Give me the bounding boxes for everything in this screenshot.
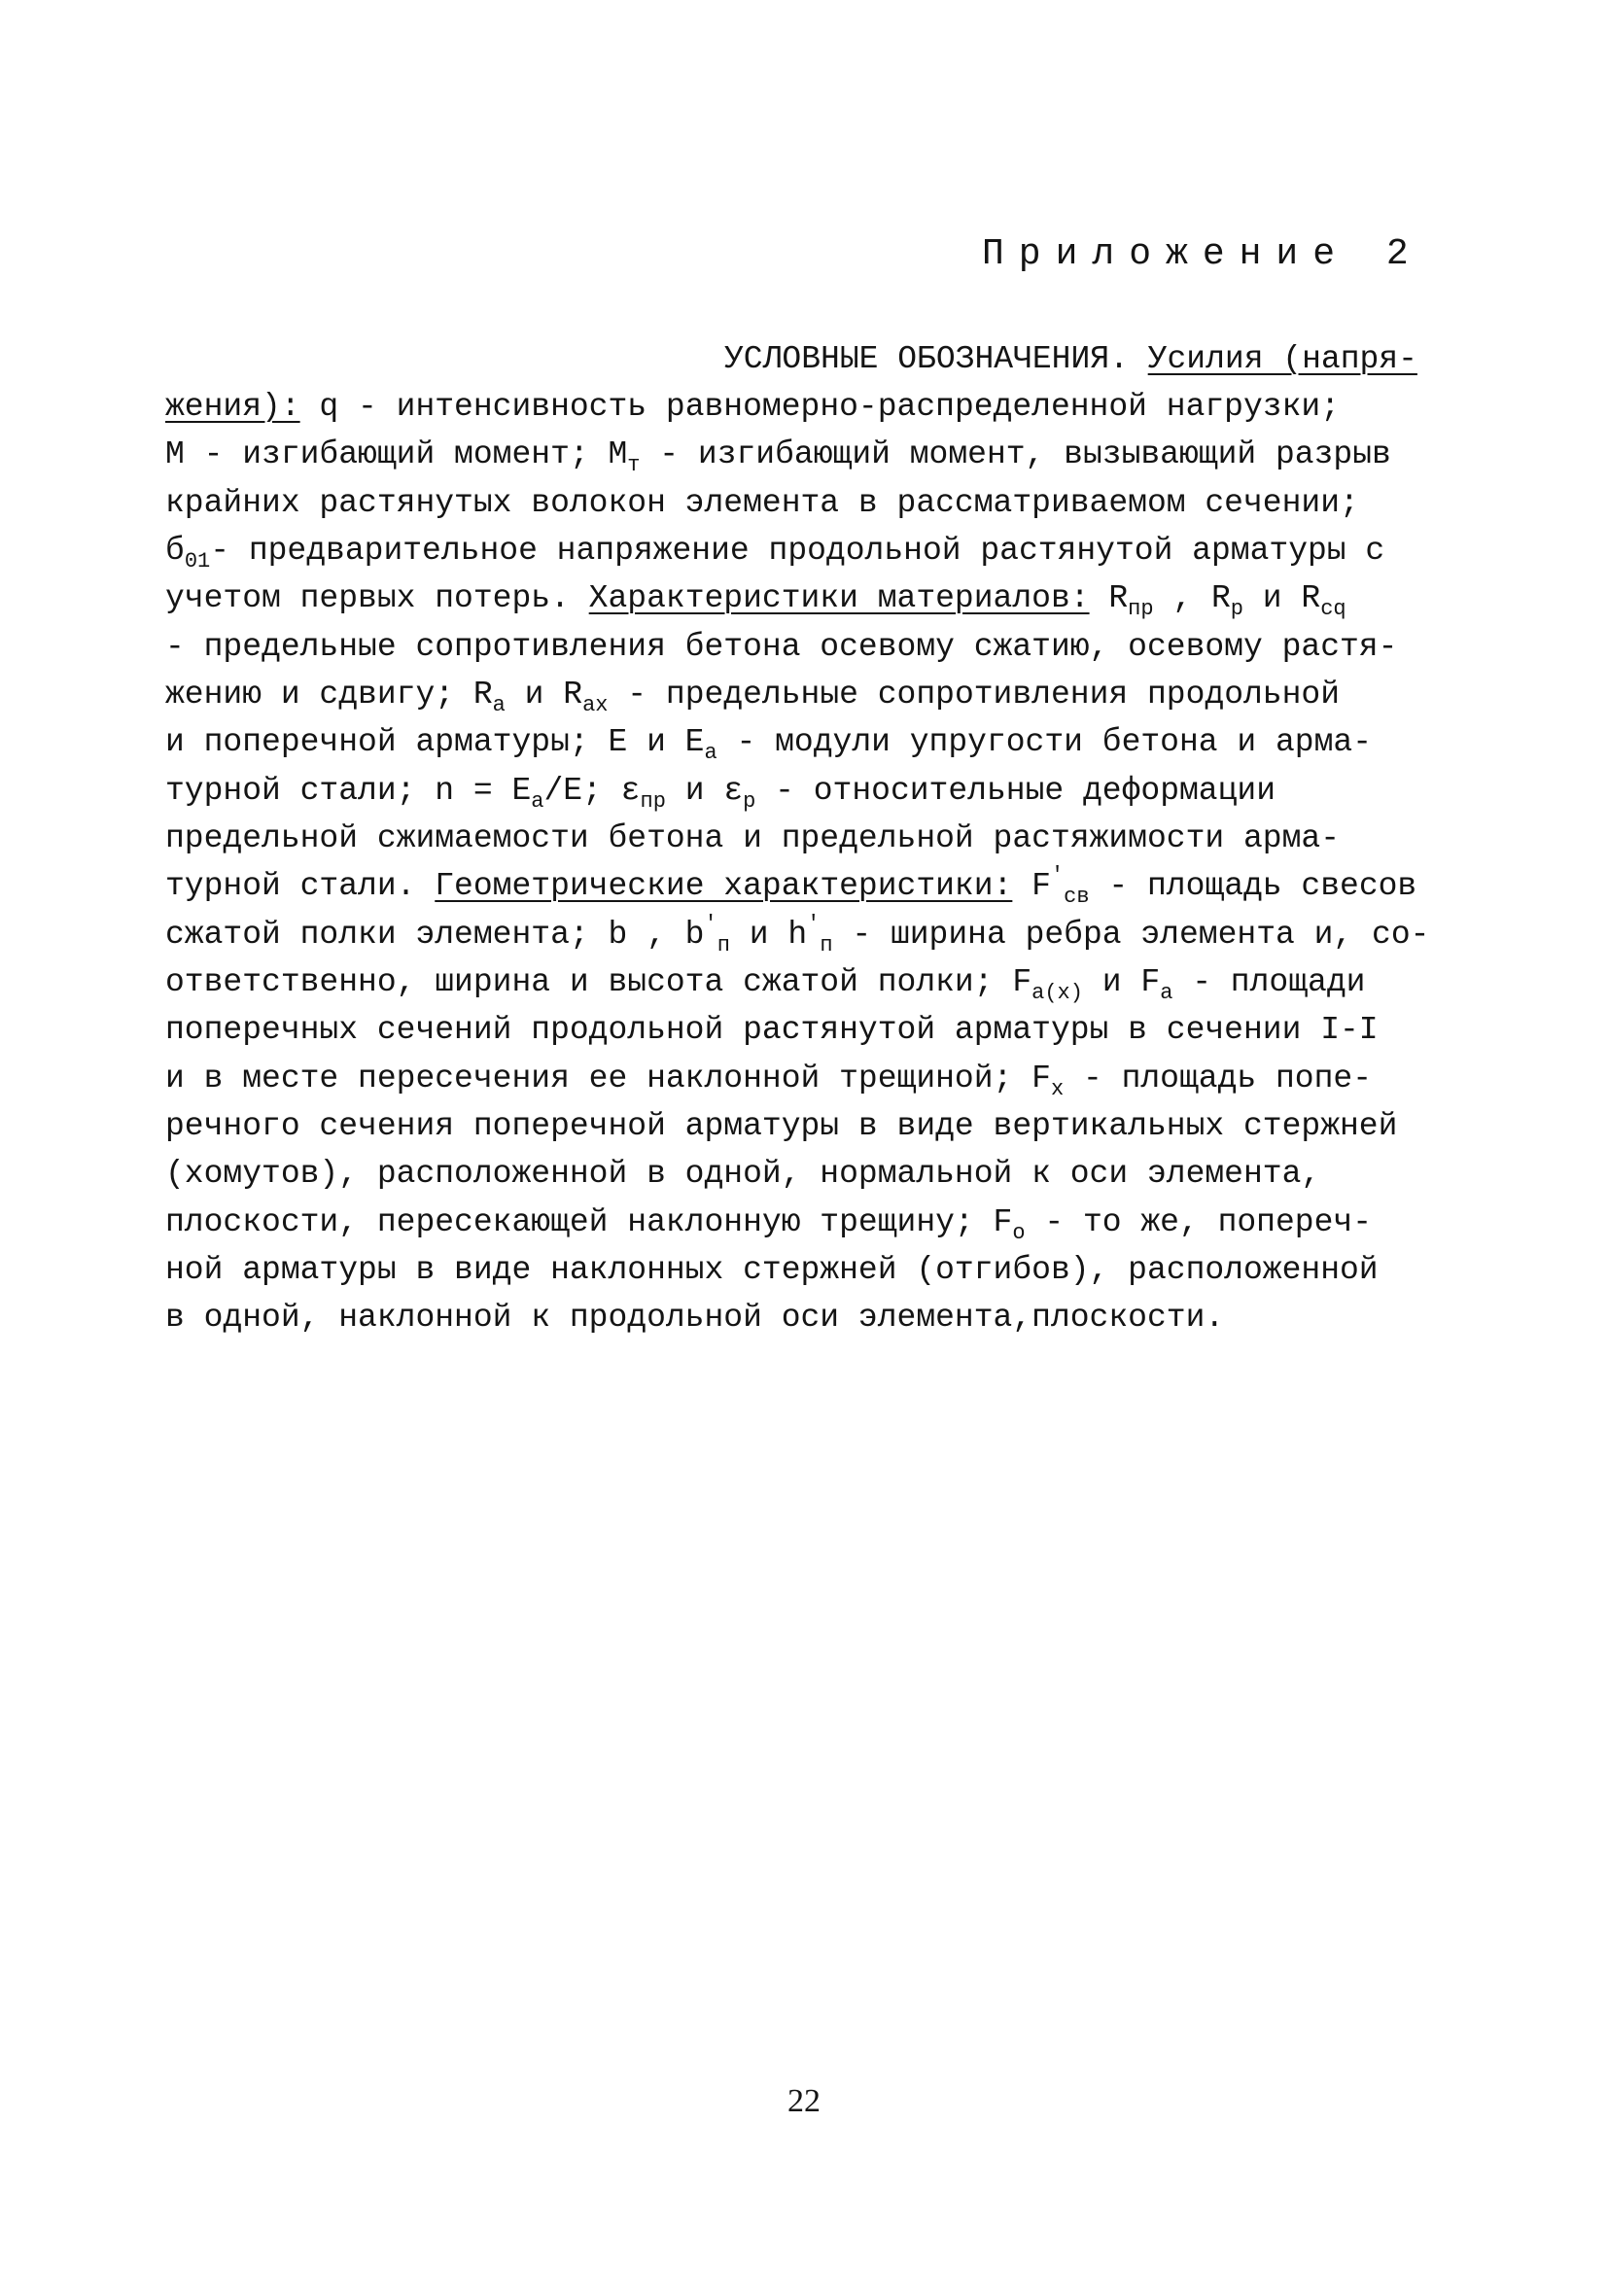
text-line-14: [165, 963, 1468, 1005]
text-run: /Е; ε: [543, 773, 641, 809]
text-line-1: [724, 340, 1473, 379]
text-run: предельной сжимаемости бетона и предельной растяжимости арма-: [165, 820, 1340, 856]
text-run: - площади: [1172, 964, 1366, 1000]
prime-mark: ': [704, 912, 717, 936]
text-line-13: [165, 912, 1468, 957]
subscript: пр: [1128, 597, 1154, 621]
subscript: св: [1064, 885, 1090, 909]
symbol: и R: [1243, 580, 1321, 616]
page-number: 22: [787, 2083, 821, 2119]
text-run: - предельные сопротивления продольной: [608, 677, 1341, 713]
subscript: 01: [184, 549, 211, 574]
text-line-7: [165, 628, 1468, 667]
text-run: ответственно, ширина и высота сжатой полки; F: [165, 964, 1032, 1000]
text-run: сжатой полки элемента; b , b: [165, 917, 705, 953]
text-run: ной арматуры в виде наклонных стержней (отгибов), расположенной: [165, 1252, 1379, 1288]
text-run: речного сечения поперечной арматуры в виде вертикальных стержней: [165, 1108, 1398, 1144]
text-line-21: [165, 1299, 1468, 1338]
text-run: - площадь свесов: [1089, 868, 1417, 904]
symbol: F: [1012, 868, 1051, 904]
text-run: турной стали; n = Е: [165, 773, 532, 809]
text-run: и поперечной арматуры; Е и Е: [165, 724, 705, 760]
text-line-10: [165, 772, 1468, 814]
text-line-15: [165, 1011, 1468, 1050]
subheading-materials: Характеристики материалов:: [588, 580, 1090, 616]
text-run: поперечных сечений продольной растянутой арматуры в сечении I-I: [165, 1012, 1379, 1048]
text-run: - модули упругости бетона и арма-: [717, 724, 1373, 760]
text-run: жению и сдвигу; R: [165, 677, 493, 713]
symbol: и ε: [665, 773, 744, 809]
text-run: - изгибающий момент, вызывающий разрыв: [640, 436, 1391, 472]
subscript: р: [1230, 597, 1243, 621]
subscript: а(x): [1031, 981, 1083, 1005]
text-line-11: [165, 819, 1468, 858]
text-run: в одной, наклонной к продольной оси элемента,плоскости.: [165, 1300, 1225, 1336]
text-line-2: [165, 388, 1468, 427]
text-line-5: [165, 532, 1468, 574]
section-heading: УСЛОВНЫЕ ОБОЗНАЧЕНИЯ.: [724, 341, 1148, 377]
symbol: R: [1089, 580, 1129, 616]
prime-mark: ': [807, 912, 821, 936]
subscript: а: [492, 693, 506, 717]
text-run: - предварительное напряжение продольной растянутой арматуры с: [210, 533, 1385, 569]
text-run: крайних растянутых волокон элемента в рассматриваемом сечении;: [165, 485, 1359, 521]
symbol: и h: [729, 917, 808, 953]
appendix-title: Приложение 2: [982, 233, 1423, 275]
text-line-8: [165, 676, 1468, 717]
text-run: - то же, попереч-: [1025, 1204, 1373, 1240]
subscript: пр: [640, 789, 666, 814]
symbol: , R: [1153, 580, 1231, 616]
text-run: и в месте пересечения ее наклонной трещиной; F: [165, 1061, 1051, 1096]
subscript: ах: [582, 693, 609, 717]
text-run: - относительные деформации: [755, 773, 1276, 809]
subheading-forces: Усилия (напря-: [1147, 341, 1417, 377]
subscript: сq: [1320, 597, 1346, 621]
text-run: - предельные сопротивления бетона осевому сжатию, осевому растя-: [165, 629, 1398, 665]
text-line-17: [165, 1107, 1468, 1146]
text-run: плоскости, пересекающей наклонную трещину; F: [165, 1204, 1013, 1240]
text-line-19: [165, 1203, 1468, 1245]
text-run: (хомутов), расположенной в одной, нормальной к оси элемента,: [165, 1156, 1321, 1192]
text-line-4: [165, 484, 1468, 523]
text-run: М - изгибающий момент; М: [165, 436, 628, 472]
subscript: п: [820, 933, 833, 957]
text-line-9: [165, 723, 1468, 765]
text-line-16: [165, 1060, 1468, 1101]
subscript: п: [717, 933, 730, 957]
prime-mark: ': [1050, 863, 1065, 887]
text-run: - ширина ребра элемента и, со-: [832, 917, 1430, 953]
symbol: и F: [1082, 964, 1161, 1000]
subscript: р: [743, 789, 756, 814]
subscript: о: [1012, 1221, 1026, 1245]
text-run: - площадь попе-: [1064, 1061, 1373, 1096]
text-line-12: [165, 863, 1468, 909]
text-run: учетом первых потерь.: [165, 580, 589, 616]
subheading-forces-end: жения):: [165, 389, 300, 425]
subscript: x: [1050, 1077, 1065, 1101]
text-run: - интенсивность равномерно-распределенной нагрузки;: [338, 389, 1341, 425]
text-line-18: [165, 1155, 1468, 1194]
subscript: а: [531, 789, 544, 814]
text-line-6: [165, 579, 1468, 621]
text-run: турной стали.: [165, 868, 436, 904]
subheading-geometry: Геометрические характеристики:: [435, 868, 1013, 904]
symbol: q: [299, 389, 339, 425]
subscript: а: [1160, 981, 1173, 1005]
symbol: б: [165, 533, 185, 569]
subscript: т: [627, 453, 641, 477]
text-line-3: [165, 435, 1468, 477]
symbol: и R: [505, 677, 583, 713]
text-line-20: [165, 1251, 1468, 1290]
subscript: а: [704, 741, 717, 765]
